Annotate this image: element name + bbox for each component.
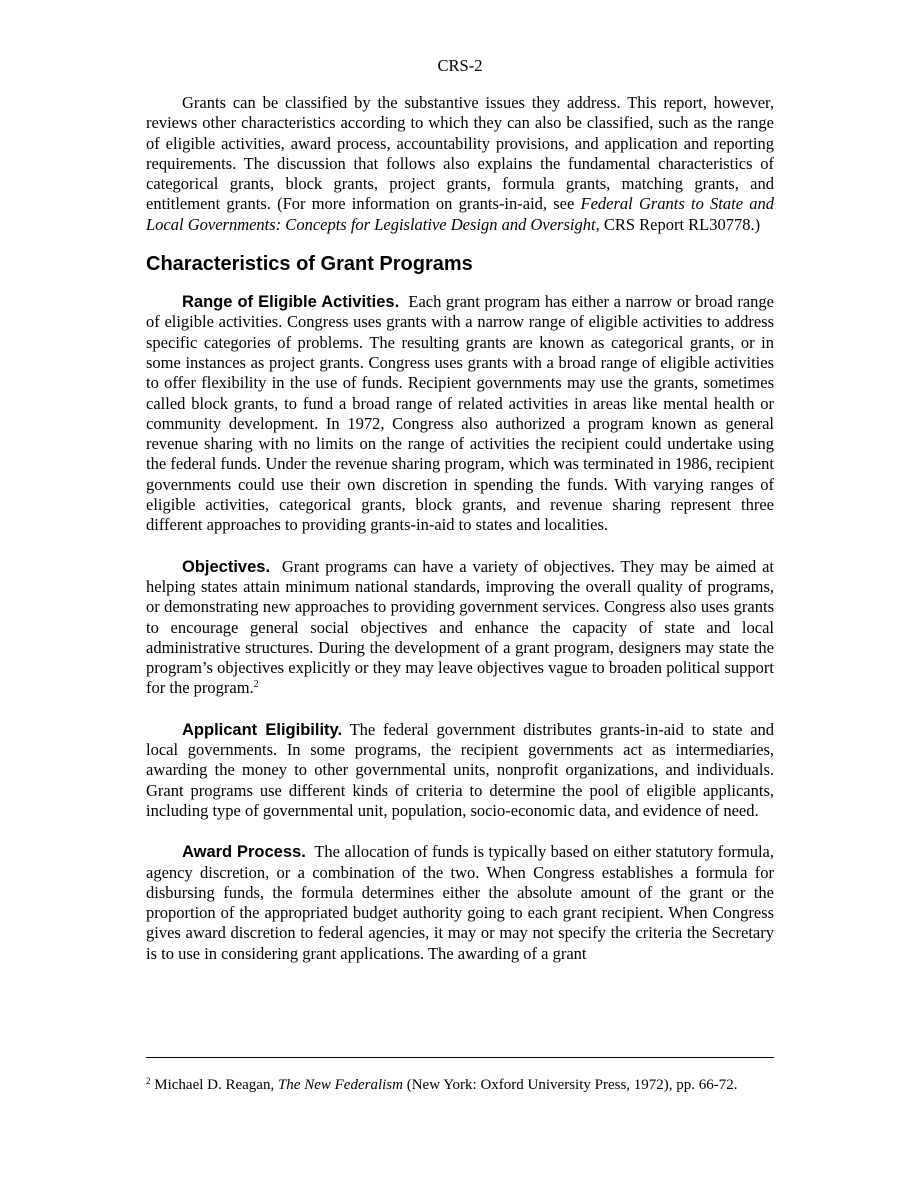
footnote-rest: (New York: Oxford University Press, 1972), pp. 66-72. — [402, 1077, 738, 1093]
section-title: Award Process. — [182, 843, 306, 862]
intro-citation-title: Federal Grants to State and Local Governments: Concepts for Legislative Design and Oversight — [146, 194, 774, 234]
footnote-divider — [146, 1057, 774, 1058]
footnote-marker: 2 — [146, 1076, 151, 1086]
intro-paragraph — [146, 93, 774, 235]
section-body: The federal government distributes grants-in-aid to state and local governments. In some programs, the recipient governments act as intermediaries, awarding the money to other governmental units, nonprofit organizations, and individuals. Grant programs use different kinds of criteria to determine the pool of eligible applicants, including type of governmental unit, population, socio-economic data, and evidence of need. — [146, 719, 775, 820]
footnote-reference[interactable]: 2 — [253, 679, 259, 691]
intro-text-2: , CRS Report RL30778.) — [595, 214, 761, 234]
section-title: Applicant Eligibility. — [182, 720, 343, 739]
section-objectives — [146, 557, 774, 699]
intro-text-1: Grants can be classified by the substantive issues they address. This report, however, reviews other characteristics according to which they can also be classified, such as the range of eligible activities, award process, accountability provisions, and application and reporting requirements. The discussion that follows also explains the fundamental characteristics of categorical grants, block grants, project grants, formula grants, matching grants, and entitlement grants. (For more information on grants-in-aid, see — [146, 93, 774, 214]
section-body: Each grant program has either a narrow or broad range of eligible activities. Congress uses grants with a narrow range of eligible activities to address specific categories of problems. The resulting grants are known as categorical grants, or in some instances as project grants. Congress uses grants with a broad range of eligible activities to offer flexibility in the use of funds. Recipient governments may use the grants, sometimes called block grants, to fund a broad range of related activities in areas like mental health or community development. In 1972, Congress also authorized a program known as general revenue sharing with no limits on the range of activities the recipient could undertake using the federal funds. Under the revenue sharing program, which was terminated in 1986, recipient governments could use their own discretion in spending the funds. With varying ranges of eligible activities, categorical grants, block grants, and revenue sharing represent three different approaches to providing grants-in-aid to states and localities. — [146, 292, 775, 535]
footnote-title: The New Federalism — [277, 1077, 403, 1093]
document-page — [146, 56, 774, 964]
section-award-process — [146, 842, 774, 964]
section-range-of-eligible-activities — [146, 292, 774, 536]
section-title: Range of Eligible Activities. — [182, 293, 400, 312]
section-applicant-eligibility — [146, 720, 774, 821]
section-title: Objectives. — [182, 557, 271, 576]
section-heading: Characteristics of Grant Programs — [146, 253, 473, 276]
page-number: CRS-2 — [437, 56, 483, 75]
section-body: Grant programs can have a variety of objectives. They may be aimed at helping states attain minimum national standards, improving the overall quality of programs, or demonstrating new approaches to providing government services. Congress also uses grants to encourage general social objectives and enhance the capacity of state and local administrative structures. During the development of a grant program, designers may state the program’s objectives explicitly or they may leave objectives vague to broaden political support for the program. — [146, 556, 775, 698]
section-body: The allocation of funds is typically based on either statutory formula, agency discretion, or a combination of the two. When Congress establishes a formula for disbursing funds, the formula determines either the absolute amount of the grant or the proportion of the appropriated budget authority going to each grant recipient. When Congress gives award discretion to federal agencies, it may or may not specify the criteria the Secretary is to use in considering grant applications. The awarding of a grant — [146, 842, 775, 963]
footnote — [146, 1076, 774, 1095]
footnote-author: Michael D. Reagan, — [154, 1077, 278, 1093]
